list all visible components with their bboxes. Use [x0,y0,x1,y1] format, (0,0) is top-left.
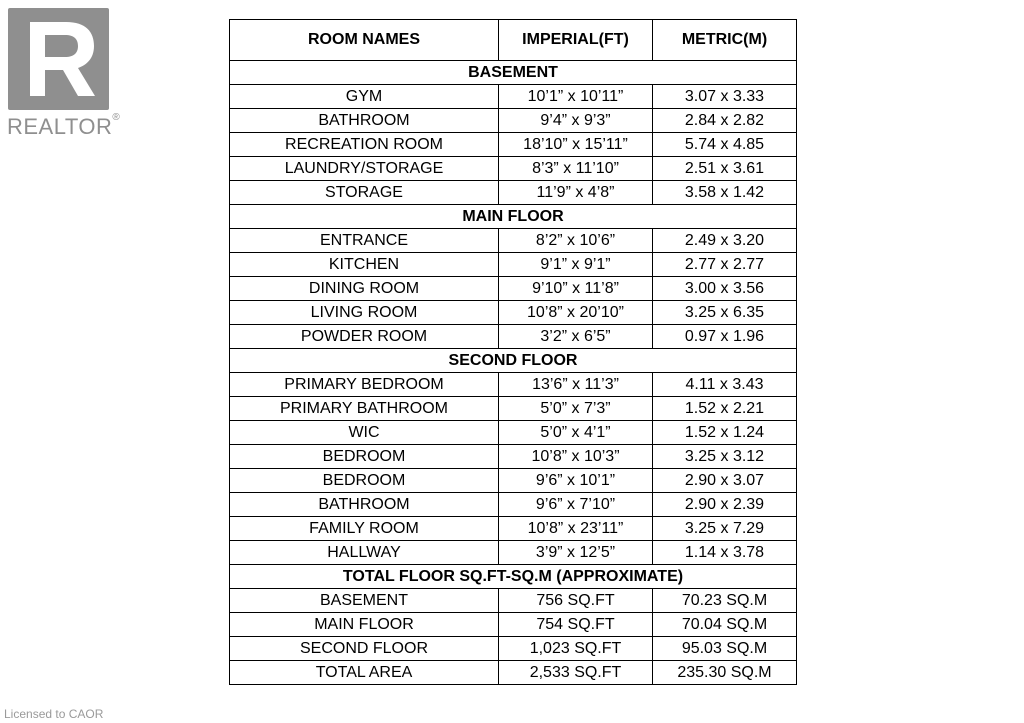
section-title: MAIN FLOOR [230,205,797,229]
imperial-cell: 8’2” x 10’6” [499,229,653,253]
room-name-cell: KITCHEN [230,253,499,277]
table-row [230,469,797,493]
table-row [230,253,797,277]
imperial-cell: 3’2” x 6’5” [499,325,653,349]
column-header-imperial: IMPERIAL(FT) [499,20,653,61]
metric-cell: 3.25 x 7.29 [653,517,797,541]
room-name-cell: SECOND FLOOR [230,637,499,661]
table-row [230,301,797,325]
room-name-cell: GYM [230,85,499,109]
room-name-cell: BASEMENT [230,589,499,613]
room-name-cell: BATHROOM [230,109,499,133]
metric-cell: 2.49 x 3.20 [653,229,797,253]
imperial-cell: 9’4” x 9’3” [499,109,653,133]
metric-cell: 3.00 x 3.56 [653,277,797,301]
column-header-metric: METRIC(M) [653,20,797,61]
metric-cell: 3.58 x 1.42 [653,181,797,205]
metric-cell: 5.74 x 4.85 [653,133,797,157]
license-note: Licensed to CAOR [4,707,104,721]
table-row [230,517,797,541]
imperial-cell: 13’6” x 11’3” [499,373,653,397]
metric-cell: 2.77 x 2.77 [653,253,797,277]
table-row [230,373,797,397]
table-row [230,229,797,253]
metric-cell: 2.90 x 3.07 [653,469,797,493]
table-row [230,661,797,685]
metric-cell: 235.30 SQ.M [653,661,797,685]
table-row [230,133,797,157]
section-header-row [230,61,797,85]
room-name-cell: BEDROOM [230,445,499,469]
room-name-cell: POWDER ROOM [230,325,499,349]
table-row [230,181,797,205]
imperial-cell: 10’1” x 10’11” [499,85,653,109]
metric-cell: 1.52 x 2.21 [653,397,797,421]
metric-cell: 3.07 x 3.33 [653,85,797,109]
room-name-cell: RECREATION ROOM [230,133,499,157]
section-title: BASEMENT [230,61,797,85]
metric-cell: 1.14 x 3.78 [653,541,797,565]
table-row [230,445,797,469]
table-header-row [230,20,797,61]
room-name-cell: HALLWAY [230,541,499,565]
room-dimensions-table [229,19,797,685]
table-row [230,277,797,301]
room-name-cell: PRIMARY BEDROOM [230,373,499,397]
metric-cell: 0.97 x 1.96 [653,325,797,349]
metric-cell: 70.04 SQ.M [653,613,797,637]
realtor-r-logo-icon [8,8,109,110]
metric-cell: 1.52 x 1.24 [653,421,797,445]
room-name-cell: TOTAL AREA [230,661,499,685]
imperial-cell: 2,533 SQ.FT [499,661,653,685]
section-header-row [230,205,797,229]
room-name-cell: STORAGE [230,181,499,205]
imperial-cell: 756 SQ.FT [499,589,653,613]
table-row [230,325,797,349]
table-row [230,613,797,637]
imperial-cell: 3’9” x 12’5” [499,541,653,565]
table-row [230,157,797,181]
room-name-cell: FAMILY ROOM [230,517,499,541]
table-row [230,637,797,661]
metric-cell: 3.25 x 3.12 [653,445,797,469]
imperial-cell: 9’6” x 7’10” [499,493,653,517]
room-name-cell: LIVING ROOM [230,301,499,325]
imperial-cell: 10’8” x 10’3” [499,445,653,469]
table-row [230,493,797,517]
room-name-cell: DINING ROOM [230,277,499,301]
section-title: SECOND FLOOR [230,349,797,373]
realtor-wordmark: REALTOR® [7,112,121,139]
table-row [230,421,797,445]
table-row [230,397,797,421]
table-row [230,85,797,109]
metric-cell: 95.03 SQ.M [653,637,797,661]
table-row [230,589,797,613]
imperial-cell: 10’8” x 23’11” [499,517,653,541]
metric-cell: 4.11 x 3.43 [653,373,797,397]
imperial-cell: 1,023 SQ.FT [499,637,653,661]
room-name-cell: LAUNDRY/STORAGE [230,157,499,181]
metric-cell: 2.84 x 2.82 [653,109,797,133]
imperial-cell: 10’8” x 20’10” [499,301,653,325]
imperial-cell: 9’1” x 9’1” [499,253,653,277]
imperial-cell: 9’10” x 11’8” [499,277,653,301]
metric-cell: 70.23 SQ.M [653,589,797,613]
room-name-cell: WIC [230,421,499,445]
imperial-cell: 18’10” x 15’11” [499,133,653,157]
imperial-cell: 8’3” x 11’10” [499,157,653,181]
table-row [230,541,797,565]
room-name-cell: PRIMARY BATHROOM [230,397,499,421]
section-header-row [230,349,797,373]
imperial-cell: 11’9” x 4’8” [499,181,653,205]
section-title: TOTAL FLOOR SQ.FT-SQ.M (APPROXIMATE) [230,565,797,589]
imperial-cell: 754 SQ.FT [499,613,653,637]
imperial-cell: 5’0” x 7’3” [499,397,653,421]
section-header-row [230,565,797,589]
imperial-cell: 5’0” x 4’1” [499,421,653,445]
room-name-cell: ENTRANCE [230,229,499,253]
table-row [230,109,797,133]
metric-cell: 2.90 x 2.39 [653,493,797,517]
column-header-room-names: ROOM NAMES [230,20,499,61]
room-name-cell: MAIN FLOOR [230,613,499,637]
room-name-cell: BEDROOM [230,469,499,493]
metric-cell: 3.25 x 6.35 [653,301,797,325]
room-name-cell: BATHROOM [230,493,499,517]
imperial-cell: 9’6” x 10’1” [499,469,653,493]
metric-cell: 2.51 x 3.61 [653,157,797,181]
